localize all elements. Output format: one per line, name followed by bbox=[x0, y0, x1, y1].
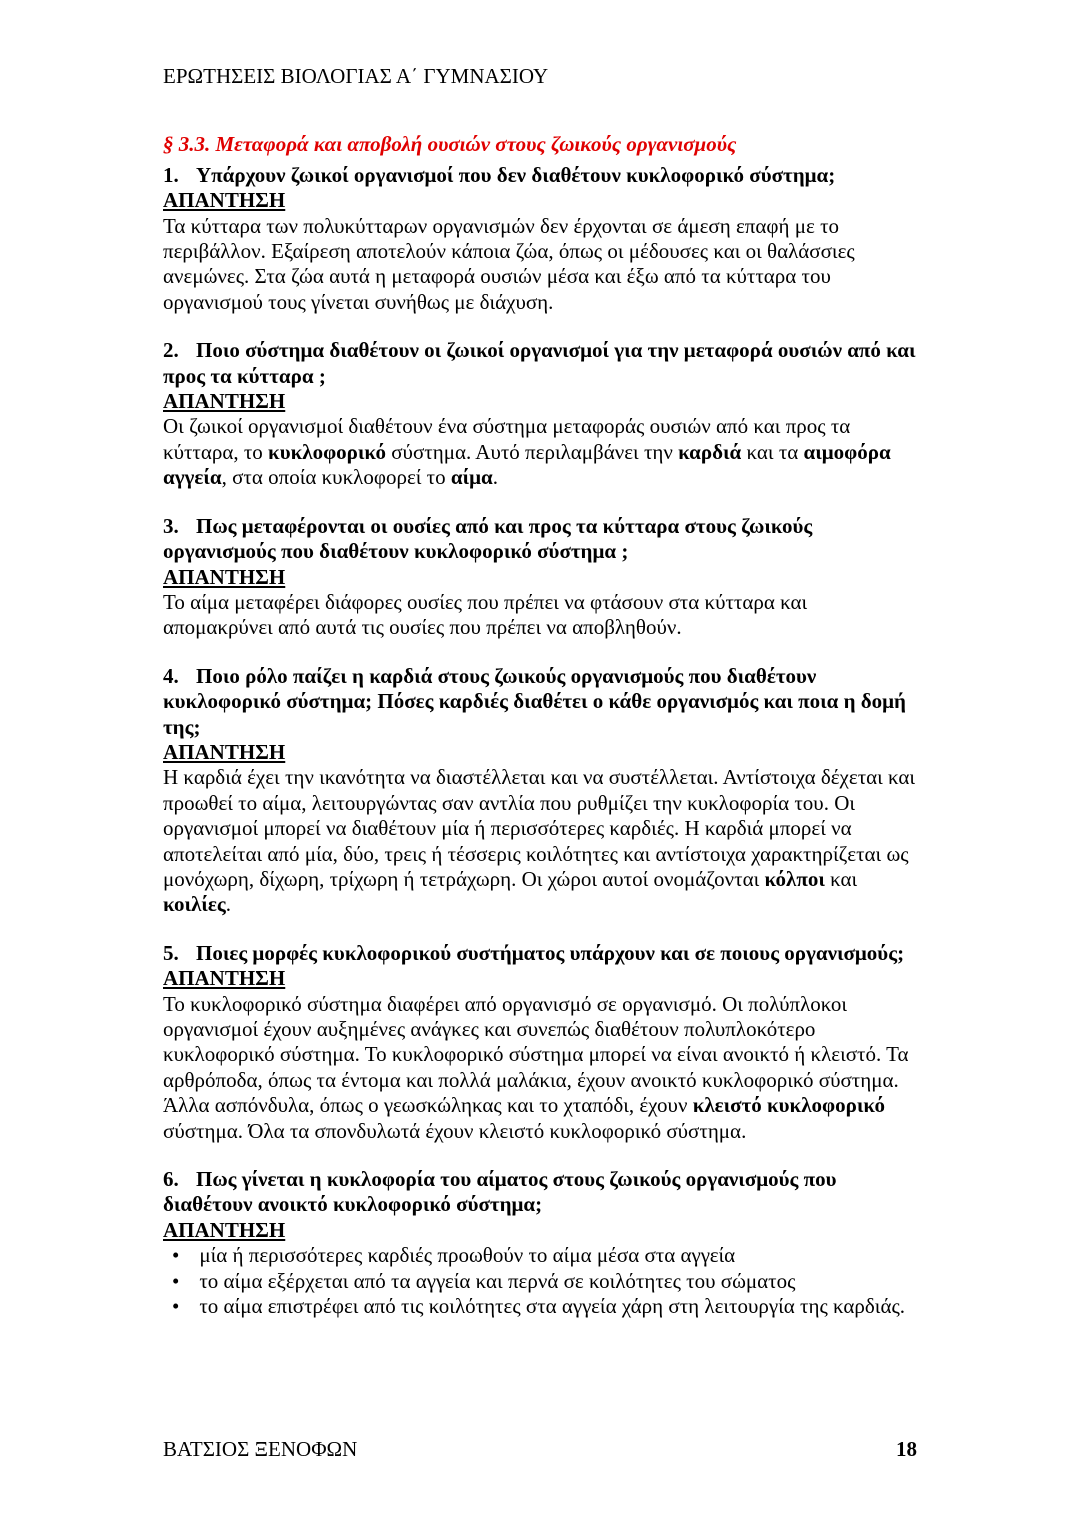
questions-list bbox=[163, 163, 917, 1320]
text-segment: το αίμα εξέρχεται από τα αγγεία και περνά σε κοιλότητες του σώματος bbox=[199, 1268, 796, 1293]
question-title-text: Υπάρχουν ζωικοί οργανισμοί που δεν διαθέτουν κυκλοφορικό σύστημα; bbox=[196, 162, 836, 187]
text-segment: Τα κύτταρα των πολυκύτταρων οργανισμών δεν έρχονται σε άμεση επαφή με το περιβάλλον. Εξαίρεση αποτελούν κάποια ζώα, όπως οι μέδουσες και οι θαλάσσιες ανεμώνες. Στα ζώα αυτά η μεταφορά ουσιών μέσα και έξω από τα κύτταρα του οργανισμού τους γίνεται συνήθως με διάχυση. bbox=[163, 213, 855, 314]
answer-paragraph bbox=[163, 414, 917, 490]
text-segment: Το κυκλοφορικό σύστημα διαφέρει από οργανισμό σε οργανισμό. Οι πολύπλοκοι οργανισμοί έχουν αυξημένες ανάγκες και συνεπώς διαθέτουν πολυπλοκότερο κυκλοφορικό σύστημα. Το κυκλοφορικό σύστημα μπορεί να είναι ανοικτό ή κλειστό. Τα αρθρόποδα, όπως τα έντομα και πολλά μαλάκια, έχουν ανοικτό κυκλοφορικό σύστημα. Άλλα ασπόνδυλα, όπως ο γεωσκώληκας και το χταπόδι, έχουν bbox=[163, 991, 909, 1118]
answer-paragraph bbox=[163, 590, 917, 641]
text-segment: μία ή περισσότερες καρδιές προωθούν το αίμα μέσα στα αγγεία bbox=[199, 1243, 736, 1268]
question-block bbox=[163, 664, 917, 918]
text-segment: Οι ζωικοί οργανισμοί διαθέτουν ένα σύστημα μεταφοράς ουσιών από και προς τα κύτταρα, το bbox=[163, 414, 851, 464]
page-footer bbox=[163, 1437, 917, 1462]
bold-text-segment: αιμοφόρα αγγεία bbox=[163, 439, 891, 490]
question-block bbox=[163, 514, 917, 641]
answer-paragraph bbox=[163, 992, 917, 1144]
bullet-list-item bbox=[163, 1243, 917, 1268]
bullet-list-item bbox=[163, 1269, 917, 1294]
answer-label: ΑΠΑΝΤΗΣΗ bbox=[163, 564, 286, 589]
bold-text-segment: κυκλοφορικό bbox=[268, 439, 386, 464]
question-block bbox=[163, 941, 917, 1144]
text-segment: . bbox=[225, 892, 231, 917]
question-title-text: Ποιο σύστημα διαθέτουν οι ζωικοί οργανισμοί για την μεταφορά ουσιών από και προς τα κύτταρα ; bbox=[163, 338, 916, 388]
question-number: 4. bbox=[163, 663, 179, 688]
question-title-text: Πως μεταφέρονται οι ουσίες από και προς τα κύτταρα στους ζωικούς οργανισμούς που διαθέτουν κυκλοφορικό σύστημα ; bbox=[163, 513, 813, 564]
bullet-icon: • bbox=[172, 1268, 180, 1293]
question-text bbox=[163, 664, 917, 740]
bold-text-segment: αίμα bbox=[450, 465, 493, 490]
question-text bbox=[163, 163, 917, 188]
question-number: 3. bbox=[163, 513, 179, 538]
answer-label: ΑΠΑΝΤΗΣΗ bbox=[163, 389, 286, 414]
answer-paragraph bbox=[163, 214, 917, 316]
answer-paragraph bbox=[163, 765, 917, 917]
question-block bbox=[163, 1167, 917, 1319]
bold-text-segment: κλειστό κυκλοφορικό bbox=[692, 1093, 885, 1118]
question-block bbox=[163, 163, 917, 315]
text-segment: και τα bbox=[741, 439, 804, 464]
question-text bbox=[163, 941, 917, 966]
bold-text-segment: κοιλίες bbox=[163, 892, 226, 917]
bullet-icon: • bbox=[172, 1243, 180, 1268]
footer-author: ΒΑΤΣΙΟΣ ΞΕΝΟΦΩΝ bbox=[163, 1436, 358, 1461]
answer-label: ΑΠΑΝΤΗΣΗ bbox=[163, 188, 286, 213]
question-number: 2. bbox=[163, 338, 179, 363]
footer-page-number: 18 bbox=[896, 1436, 917, 1461]
text-segment: . bbox=[492, 465, 498, 490]
answer-label: ΑΠΑΝΤΗΣΗ bbox=[163, 966, 286, 991]
text-segment: Η καρδιά έχει την ικανότητα να διαστέλλεται και να συστέλλεται. Αντίστοιχα δέχεται και προωθεί το αίμα, λειτουργώντας σαν αντλία που ρυθμίζει την κυκλοφορία του. Οι οργανισμοί μπορεί να διαθέτουν μία ή περισσότερες καρδιές. Η καρδιά μπορεί να αποτελείται από μία, δύο, τρεις ή τέσσερις κοιλότητες και αντίστοιχα χαρακτηρίζεται ως μονόχωρη, δίχωρη, τρίχωρη ή τετράχωρη. Οι χώροι αυτοί ονομάζονται bbox=[163, 765, 916, 891]
question-text bbox=[163, 338, 917, 389]
answer-label: ΑΠΑΝΤΗΣΗ bbox=[163, 739, 286, 764]
text-segment: σύστημα. Όλα τα σπονδυλωτά έχουν κλειστό κυκλοφορικό σύστημα. bbox=[163, 1118, 747, 1143]
question-number: 6. bbox=[163, 1167, 179, 1192]
question-text bbox=[163, 514, 917, 565]
text-segment: Το αίμα μεταφέρει διάφορες ουσίες που πρέπει να φτάσουν στα κύτταρα και απομακρύνει από αυτά τις ουσίες που πρέπει να αποβληθούν. bbox=[163, 589, 808, 640]
question-title-text: Ποιο ρόλο παίζει η καρδιά στους ζωικούς οργανισμούς που διαθέτουν κυκλοφορικό σύστημα; Πόσες καρδιές διαθέτει ο κάθε οργανισμός και ποια η δομή της; bbox=[163, 663, 906, 739]
bullet-icon: • bbox=[172, 1294, 180, 1319]
bullet-list-item bbox=[163, 1294, 917, 1319]
question-block bbox=[163, 338, 917, 490]
text-segment: , στα οποία κυκλοφορεί το bbox=[221, 465, 451, 490]
text-segment: το αίμα επιστρέφει από τις κοιλότητες στα αγγεία χάρη στη λειτουργία της καρδιάς. bbox=[199, 1294, 906, 1319]
question-number: 5. bbox=[163, 940, 179, 965]
text-segment: σύστημα. Αυτό περιλαμβάνει την bbox=[385, 439, 679, 464]
page-header-title: ΕΡΩΤΗΣΕΙΣ ΒΙΟΛΟΓΙΑΣ Α΄ ΓΥΜΝΑΣΙΟΥ bbox=[163, 64, 549, 88]
question-text bbox=[163, 1167, 917, 1218]
section-title: § 3.3. Μεταφορά και αποβολή ουσιών στους ζωικούς οργανισμούς bbox=[163, 132, 737, 157]
bold-text-segment: καρδιά bbox=[678, 439, 742, 464]
bold-text-segment: κόλποι bbox=[764, 866, 825, 891]
text-segment: και bbox=[824, 866, 858, 891]
question-title-text: Πως γίνεται η κυκλοφορία του αίματος στους ζωικούς οργανισμούς που διαθέτουν ανοικτό κυκλοφορικό σύστημα; bbox=[163, 1167, 837, 1217]
question-number: 1. bbox=[163, 162, 179, 187]
answer-label: ΑΠΑΝΤΗΣΗ bbox=[163, 1217, 286, 1242]
question-title-text: Ποιες μορφές κυκλοφορικού συστήματος υπάρχουν και σε ποιους οργανισμούς; bbox=[196, 940, 905, 965]
